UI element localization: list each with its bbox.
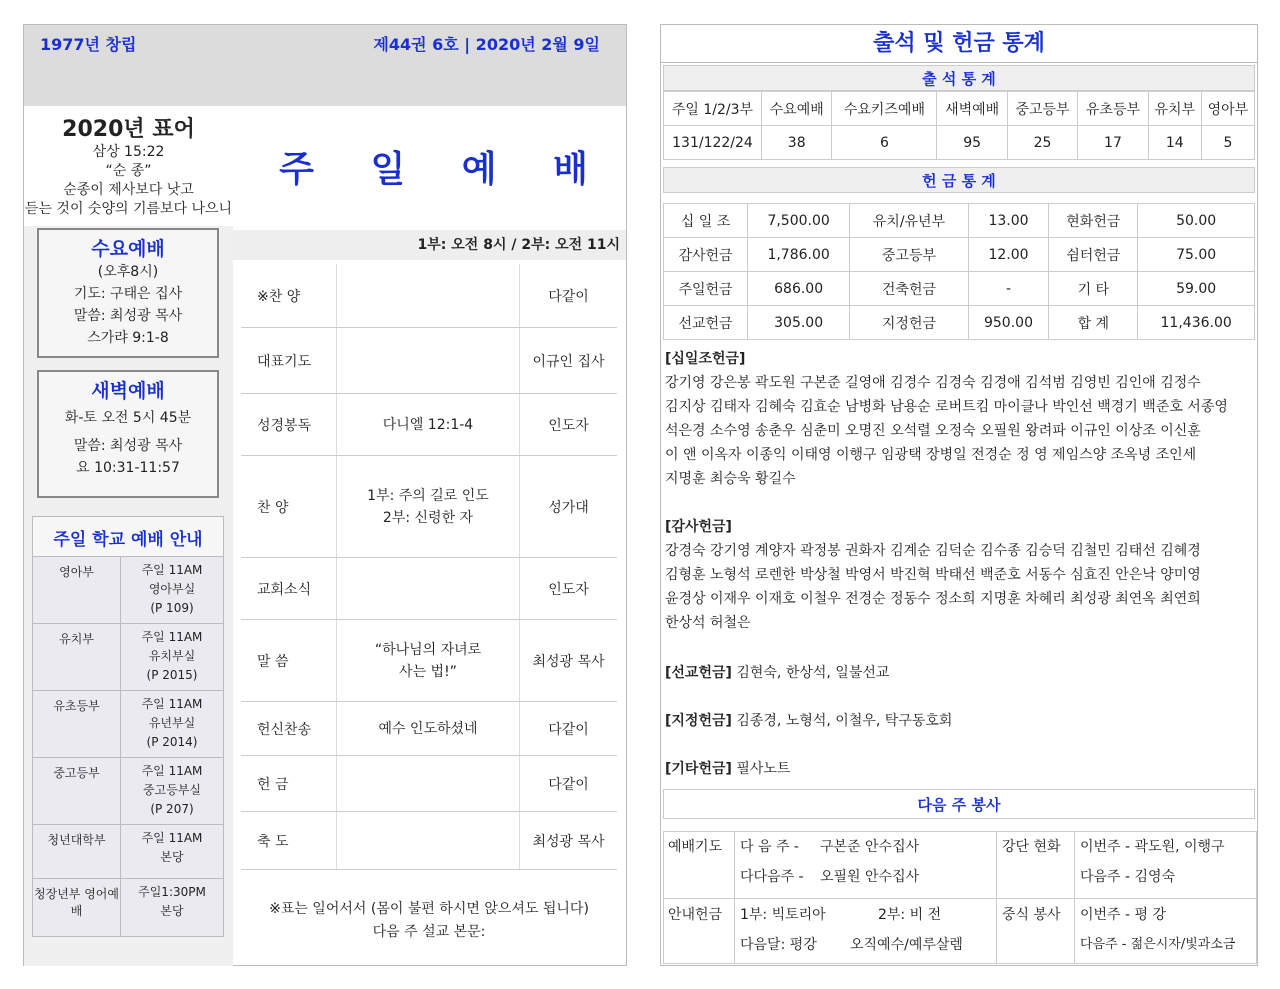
school-table <box>32 516 224 937</box>
worship-times: 1부: 오전 8시 / 2부: 오전 11시 <box>233 230 626 260</box>
off-cell: 13.00 <box>968 204 1049 238</box>
motto-word: “순 종” <box>105 163 152 179</box>
dawn-title: 새벽예배 <box>91 380 165 402</box>
tithe-label: [십일조헌금] <box>665 351 746 367</box>
school-room: 중고등부실 <box>143 783 201 797</box>
school-name: 유치부 <box>33 624 121 690</box>
left-page <box>23 24 627 966</box>
off-cell: 75.00 <box>1138 238 1255 272</box>
off-cell: 59.00 <box>1138 272 1255 306</box>
motto-title: 2020년 표어 <box>62 117 195 142</box>
school-time: 주일1:30PM <box>138 885 206 899</box>
order-content: “하나님의 자녀로 사는 법!” <box>336 620 520 701</box>
order-row <box>241 264 617 328</box>
school-time: 주일 11AM <box>141 563 203 577</box>
school-row <box>33 690 223 757</box>
order-leader: 이규인 집사 <box>532 353 605 370</box>
order-leader: 인도자 <box>548 581 589 598</box>
school-code: (P 2014) <box>146 735 198 749</box>
school-row <box>33 623 223 690</box>
school-room: 본당 <box>160 850 184 864</box>
off-cell: 현화헌금 <box>1049 204 1138 238</box>
order-item: ※찬 양 <box>257 288 301 305</box>
designated-offering <box>665 709 1253 733</box>
order-row <box>241 394 617 456</box>
svc-text: 다음주 - 김영숙 <box>1080 869 1176 885</box>
designated-names: 김종경, 노형석, 이철우, 탁구동호회 <box>736 713 953 729</box>
mission-offering <box>665 661 1253 685</box>
other-label: [기타헌금] <box>665 761 732 777</box>
order-item: 찬 양 <box>257 499 289 516</box>
off-cell: 주일헌금 <box>664 272 748 306</box>
offering-row <box>664 204 1255 238</box>
motto-ref: 삼상 15:22 <box>92 144 165 160</box>
svc-label: 예배기도 <box>668 839 723 855</box>
order-item: 축 도 <box>257 833 289 850</box>
off-cell: 유치/유년부 <box>850 204 968 238</box>
worship-section <box>233 106 626 966</box>
school-name: 중고등부 <box>33 758 121 824</box>
dawn-box <box>37 370 219 498</box>
thanks-names <box>665 515 1253 635</box>
names-line: 김지상 김태자 김혜숙 김효순 남병화 남용순 로버트킴 마이클나 박인선 백경기 백준호 서종영 <box>665 399 1228 415</box>
att-value: 131/122/24 <box>664 126 762 160</box>
att-header: 중고등부 <box>1007 92 1077 126</box>
off-cell: 합 계 <box>1049 306 1138 340</box>
bulletin-header <box>24 25 626 106</box>
mission-names: 김현숙, 한상석, 일불선교 <box>736 665 890 681</box>
attendance-header-row <box>664 92 1255 126</box>
order-item: 헌 금 <box>257 776 289 793</box>
order-leader: 최성광 목사 <box>532 653 605 670</box>
school-name: 영아부 <box>33 557 121 623</box>
off-cell: 건축헌금 <box>850 272 968 306</box>
order-row <box>241 812 617 870</box>
names-line: 윤경상 이재우 이재호 이철우 전경순 정동수 정소희 지명훈 차혜리 최성광 최연옥 최연희 <box>665 591 1201 607</box>
order-item: 말 씀 <box>257 653 289 670</box>
att-value: 5 <box>1201 126 1254 160</box>
order-leader: 성가대 <box>548 499 589 516</box>
att-value: 25 <box>1007 126 1077 160</box>
off-cell: 12.00 <box>968 238 1049 272</box>
motto-line2: 듣는 것이 숫양의 기름보다 나으니 <box>24 201 233 217</box>
off-cell: 7,500.00 <box>748 204 850 238</box>
off-cell: 쉼터헌금 <box>1049 238 1138 272</box>
att-header: 새벽예배 <box>937 92 1007 126</box>
standing-note: ※표는 일어서서 (몸이 불편 하시면 앉으셔도 됩니다) <box>269 901 589 917</box>
att-value: 17 <box>1078 126 1148 160</box>
order-row <box>241 756 617 812</box>
wednesday-sermon: 말씀: 최성광 목사 <box>73 308 183 324</box>
offering-row <box>664 306 1255 340</box>
next-service-table <box>663 831 1257 964</box>
worship-note <box>241 898 617 944</box>
offering-title: 헌 금 통 계 <box>663 167 1255 193</box>
off-cell: - <box>968 272 1049 306</box>
off-cell: 기 타 <box>1049 272 1138 306</box>
stats-title: 출석 및 헌금 통계 <box>661 25 1257 63</box>
off-cell: 11,436.00 <box>1138 306 1255 340</box>
school-time: 주일 11AM <box>141 831 203 845</box>
att-header: 유치부 <box>1148 92 1201 126</box>
order-item: 성경봉독 <box>257 417 312 434</box>
order-row <box>241 702 617 756</box>
tithe-names <box>665 347 1253 491</box>
order-leader: 최성광 목사 <box>532 833 605 850</box>
other-names: 필사노트 <box>736 761 791 777</box>
off-cell: 감사헌금 <box>664 238 748 272</box>
att-header: 영아부 <box>1201 92 1254 126</box>
school-time: 주일 11AM <box>141 630 203 644</box>
off-cell: 305.00 <box>748 306 850 340</box>
att-value: 95 <box>937 126 1007 160</box>
attendance-value-row <box>664 126 1255 160</box>
school-code: (P 109) <box>150 601 194 615</box>
off-cell: 950.00 <box>968 306 1049 340</box>
order-row <box>241 328 617 394</box>
offering-table <box>663 203 1255 340</box>
motto-line1: 순종이 제사보다 낫고 <box>63 182 194 198</box>
svc-label: 강단 현화 <box>1002 839 1061 855</box>
wednesday-title: 수요예배 <box>91 238 165 260</box>
mission-label: [선교헌금] <box>665 665 732 681</box>
order-item: 교회소식 <box>257 581 312 598</box>
svc-text: 구본준 안수집사 <box>820 839 920 855</box>
school-row <box>33 757 223 824</box>
off-cell: 50.00 <box>1138 204 1255 238</box>
school-room: 영아부실 <box>148 582 196 596</box>
off-cell: 686.00 <box>748 272 850 306</box>
school-name: 유초등부 <box>33 691 121 757</box>
att-value: 6 <box>832 126 937 160</box>
names-line: 강기영 강은봉 곽도원 구본준 길영애 김경수 김경숙 김경애 김석범 김영빈 김인애 김정수 <box>665 375 1201 391</box>
order-content <box>336 812 520 869</box>
att-header: 유초등부 <box>1078 92 1148 126</box>
motto-block <box>24 106 233 226</box>
school-room: 유년부실 <box>148 716 196 730</box>
svc-text: 다다음주 - <box>740 869 804 885</box>
att-value: 14 <box>1148 126 1201 160</box>
svc-text: 다음달: 평강 <box>740 937 817 953</box>
school-row <box>33 824 223 878</box>
attendance-table <box>663 91 1255 160</box>
order-row <box>241 620 617 702</box>
off-cell: 지정헌금 <box>850 306 968 340</box>
svc-label: 안내헌금 <box>668 907 723 923</box>
order-content <box>336 756 520 811</box>
dawn-time: 화-토 오전 5시 45분 <box>64 410 192 426</box>
svc-text: 다 음 주 - <box>740 839 799 855</box>
att-header: 수요예배 <box>762 92 832 126</box>
order-row <box>241 558 617 620</box>
names-line: 김형훈 노형석 로렌한 박상철 박영서 박진혁 박태선 백준호 서동수 심효진 안은낙 양미영 <box>665 567 1201 583</box>
school-row <box>33 878 223 936</box>
next-service-title: 다음 주 봉사 <box>663 789 1255 819</box>
order-leader: 다같이 <box>548 776 589 793</box>
wednesday-prayer: 기도: 구태은 집사 <box>73 286 183 302</box>
issue-label: 제44권 6호 | 2020년 2월 9일 <box>373 35 600 54</box>
wednesday-text: 스가랴 9:1-8 <box>87 330 169 346</box>
designated-label: [지정헌금] <box>665 713 732 729</box>
thanks-label: [감사헌금] <box>665 519 732 535</box>
order-leader: 다같이 <box>548 288 589 305</box>
order-content: 예수 인도하셨네 <box>336 702 520 755</box>
right-page <box>660 24 1258 966</box>
offering-row <box>664 238 1255 272</box>
school-time: 주일 11AM <box>141 697 203 711</box>
svc-text: 오직예수/예루살렘 <box>850 937 963 953</box>
offering-row <box>664 272 1255 306</box>
names-line: 지명훈 최승욱 황길수 <box>665 471 796 487</box>
attendance-title: 출 석 통 계 <box>663 65 1255 91</box>
svc-text: 2부: 비 전 <box>878 907 942 923</box>
att-header: 수요키즈예배 <box>832 92 937 126</box>
school-name: 청년대학부 <box>33 825 121 878</box>
dawn-text: 요 10:31-11:57 <box>76 460 180 476</box>
names-line: 한상석 허철은 <box>665 615 751 631</box>
next-sermon-note: 다음 주 설교 본문: <box>372 924 486 940</box>
order-content <box>336 558 520 619</box>
off-cell: 중고등부 <box>850 238 968 272</box>
wednesday-time: (오후8시) <box>97 264 159 280</box>
svc-text: 1부: 빅토리아 <box>740 907 826 923</box>
school-time: 주일 11AM <box>141 764 203 778</box>
svc-text: 오필원 안수집사 <box>820 869 920 885</box>
school-code: (P 2015) <box>146 668 198 682</box>
svc-text: 이번주 - 평 강 <box>1080 907 1167 923</box>
school-row <box>33 556 223 623</box>
order-item: 헌신찬송 <box>257 721 312 738</box>
off-cell: 십 일 조 <box>664 204 748 238</box>
off-cell: 선교헌금 <box>664 306 748 340</box>
names-line: 이 앤 이옥자 이종익 이태영 이행구 임광택 장병일 전경순 정 영 제임스양 조옥녕 조인세 <box>665 447 1197 463</box>
svc-label: 중식 봉사 <box>1002 907 1061 923</box>
names-line: 강경숙 강기영 계양자 곽정봉 권화자 김계순 김덕순 김수종 김승덕 김철민 김태선 김혜경 <box>665 543 1201 559</box>
established-label: 1977년 창립 <box>40 35 137 54</box>
order-content <box>336 264 520 327</box>
school-title: 주일 학교 예배 안내 <box>33 517 223 556</box>
names-line: 석은경 소수영 송춘우 심춘미 오명진 오석렬 오정숙 오필원 왕려파 이규인 이상조 이신훈 <box>665 423 1201 439</box>
school-name: 청장년부 영어예배 <box>33 879 121 936</box>
sidebar <box>24 106 233 966</box>
dawn-sermon: 말씀: 최성광 목사 <box>73 438 183 454</box>
order-content: 1부: 주의 길로 인도 2부: 신령한 자 <box>336 456 520 557</box>
wednesday-box <box>37 228 219 358</box>
school-room: 본당 <box>160 904 184 918</box>
att-value: 38 <box>762 126 832 160</box>
order-leader: 인도자 <box>548 417 589 434</box>
order-item: 대표기도 <box>257 353 312 370</box>
off-cell: 1,786.00 <box>748 238 850 272</box>
att-header: 주일 1/2/3부 <box>664 92 762 126</box>
worship-title: 주 일 예 배 <box>279 148 610 190</box>
svc-text: 이번주 - 곽도원, 이행구 <box>1080 839 1225 855</box>
school-code: (P 207) <box>150 802 194 816</box>
order-content <box>336 328 520 393</box>
order-leader: 다같이 <box>548 721 589 738</box>
order-row <box>241 456 617 558</box>
school-room: 유치부실 <box>148 649 196 663</box>
order-content: 다니엘 12:1-4 <box>336 394 520 455</box>
svc-text: 다음주 - 젊은시자/빛과소금 <box>1080 937 1236 952</box>
other-offering <box>665 757 1253 781</box>
